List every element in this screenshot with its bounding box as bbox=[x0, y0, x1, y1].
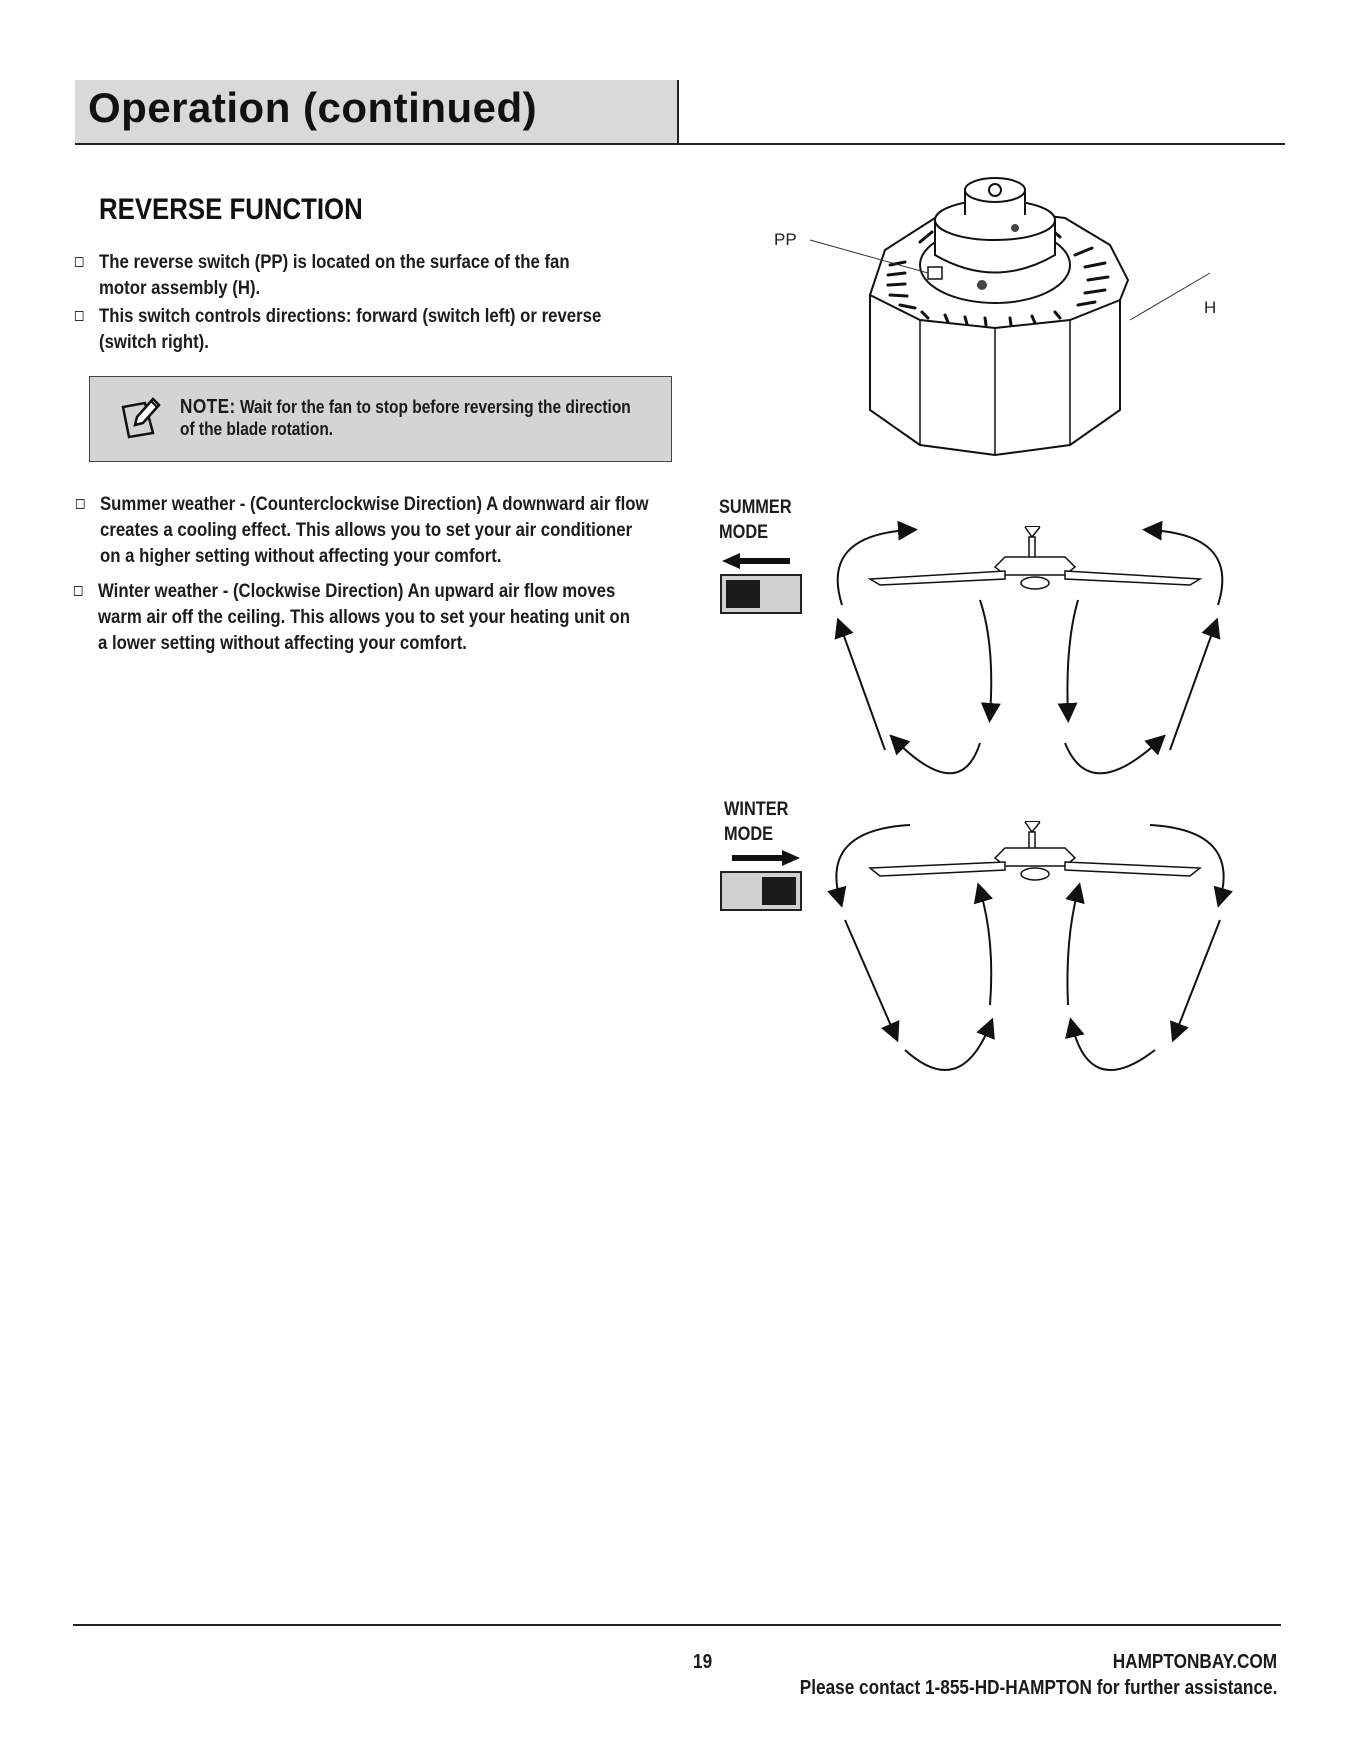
winter-switch bbox=[720, 871, 802, 911]
switch-knob bbox=[762, 877, 796, 905]
bullet-text-line: on a higher setting without affecting your comfort. bbox=[100, 545, 502, 567]
footer-divider bbox=[73, 1624, 1281, 1626]
bullet-text-line: motor assembly (H). bbox=[99, 277, 261, 299]
note-text bbox=[180, 396, 662, 440]
bullet-summer-weather bbox=[100, 491, 685, 569]
bullet-text-line: a lower setting without affecting your comfort. bbox=[98, 632, 467, 654]
bullet-checkbox-icon bbox=[76, 499, 85, 509]
bullet-checkbox-icon bbox=[75, 257, 84, 267]
summer-switch bbox=[720, 574, 802, 614]
bullet-text-line: The reverse switch (PP) is located on the surface of the fan bbox=[99, 251, 570, 273]
section-title: REVERSE FUNCTION bbox=[99, 193, 363, 226]
arrow-right-icon bbox=[730, 850, 800, 866]
motor-assembly-illustration bbox=[760, 180, 1240, 470]
summer-mode-line1: SUMMER bbox=[719, 497, 792, 518]
note-text-line1: Wait for the fan to stop before reversing the direction bbox=[239, 397, 631, 417]
winter-mode-line1: WINTER bbox=[724, 799, 789, 820]
header-divider bbox=[75, 143, 1285, 145]
footer-site: HAMPTONBAY.COM bbox=[1112, 1651, 1277, 1673]
winter-airflow-diagram bbox=[810, 800, 1250, 1090]
arrow-left-icon bbox=[722, 553, 792, 569]
page-title: Operation (continued) bbox=[88, 84, 538, 131]
note-pencil-icon bbox=[117, 393, 163, 439]
bullet-reverse-switch bbox=[99, 249, 649, 301]
label-pp: PP bbox=[774, 230, 797, 249]
footer-contact: Please contact 1-855-HD-HAMPTON for further assistance. bbox=[799, 1677, 1277, 1699]
bullet-text-line: Winter weather - (Clockwise Direction) An upward air flow moves bbox=[98, 580, 616, 602]
bullet-text-line: warm air off the ceiling. This allows you to set your heating unit on bbox=[98, 606, 631, 628]
summer-airflow-diagram bbox=[810, 505, 1250, 795]
bullet-checkbox-icon bbox=[75, 311, 84, 321]
winter-mode-label bbox=[724, 797, 788, 847]
note-label: NOTE: bbox=[180, 396, 236, 418]
bullet-text-line: This switch controls directions: forward (switch left) or reverse bbox=[99, 305, 602, 327]
bullet-text-line: Summer weather - (Counterclockwise Direction) A downward air flow bbox=[100, 493, 649, 515]
page-number: 19 bbox=[693, 1651, 713, 1673]
note-box bbox=[89, 376, 672, 462]
switch-knob bbox=[726, 580, 760, 608]
bullet-switch-directions bbox=[99, 303, 649, 355]
bullet-checkbox-icon bbox=[74, 586, 83, 596]
winter-mode-line2: MODE bbox=[724, 824, 774, 845]
note-text-line2: of the blade rotation. bbox=[180, 419, 334, 439]
bullet-text-line: creates a cooling effect. This allows you to set your air conditioner bbox=[100, 519, 633, 541]
summer-mode-line2: MODE bbox=[719, 522, 769, 543]
bullet-text-line: (switch right). bbox=[99, 331, 209, 353]
label-h: H bbox=[1204, 298, 1217, 317]
summer-mode-label bbox=[719, 495, 792, 545]
bullet-winter-weather bbox=[98, 578, 683, 656]
